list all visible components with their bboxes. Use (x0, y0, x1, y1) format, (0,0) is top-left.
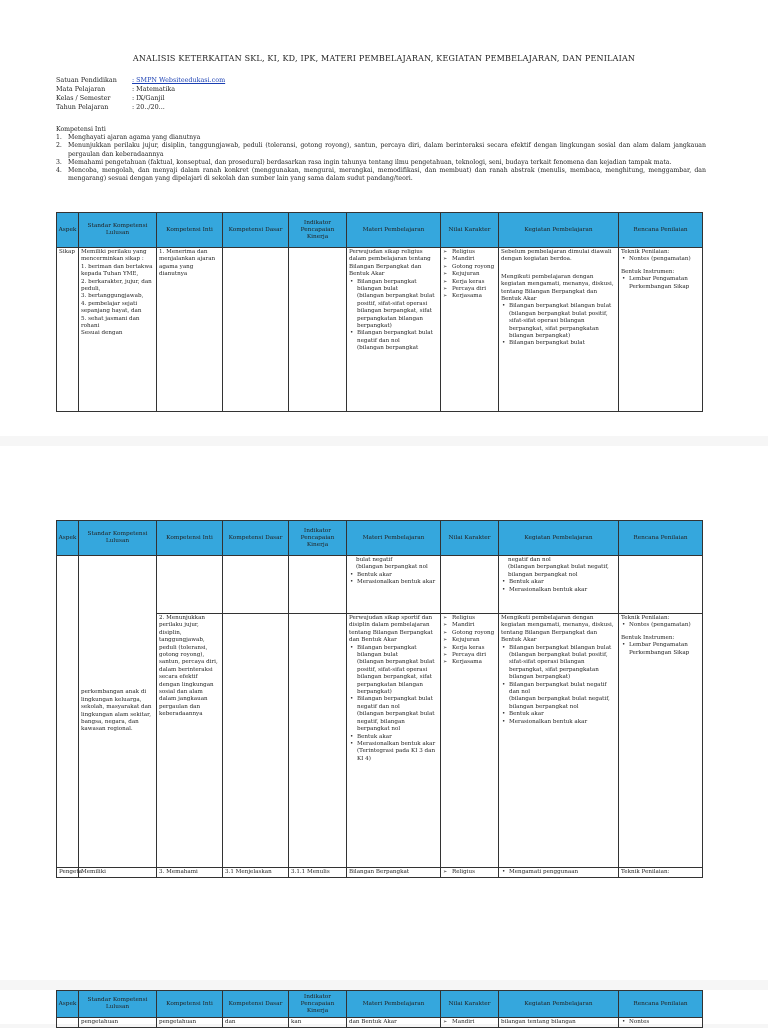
cell-penilaian (619, 614, 703, 868)
materi-item: • Bentuk akar (357, 572, 438, 579)
page-1 (0, 0, 768, 436)
cell-ipk (289, 614, 347, 868)
table-header-row (57, 521, 703, 556)
cell-kd: 3.1 Menjelaskan (223, 868, 289, 878)
cell-kegiatan (499, 868, 619, 878)
materi-continuation: (bilangan berpangkat nol (356, 564, 428, 571)
ki-item (56, 167, 706, 183)
materi-item-sub: (bilangan berpangkat bulat positif, sifat-sifat operasi bilangan berpangkat, sifat perpangkatan bilangan berpangkat) (357, 293, 435, 330)
identity-row (56, 76, 225, 85)
cell-kd (223, 614, 289, 868)
table-row (57, 868, 703, 878)
kegiatan-item (509, 340, 616, 347)
materi-item-sub: (bilangan berpangkat (357, 345, 419, 352)
header-kd: Kompetensi Dasar (223, 213, 289, 248)
penilaian-item: • Lembar Pengamatan Perkembangan Sikap (629, 642, 700, 657)
materi-item (357, 734, 438, 741)
table-header-row (57, 991, 703, 1018)
materi-item (357, 741, 438, 763)
cell-nilai (441, 614, 499, 868)
nilai-item: ➢ Religius (452, 615, 496, 622)
cell-nilai (441, 556, 499, 614)
ki-text: Menunjukkan perilaku jujur, disiplin, tanggungjawab, peduli (toleransi, gotong royong), santun, percaya diri, dalam berinteraksi secara efektif dengan lingkungan sosial dan alam dalam jangkauan pergaulan dan keberadaannya (68, 142, 706, 158)
penilaian-teknik: Teknik Penilaian: (621, 615, 670, 621)
header-ipk: Indikator Pencapaian Kinerja (289, 213, 347, 248)
header-ipk: Indikator Pencapaian Kinerja (289, 521, 347, 556)
header-kd: Kompetensi Dasar (223, 521, 289, 556)
ki-number: 1. (56, 134, 62, 142)
table-header-row (57, 213, 703, 248)
kegiatan-item (509, 719, 616, 726)
header-aspek: Aspek (57, 521, 79, 556)
analysis-table-3 (56, 990, 703, 1028)
kegiatan-item: • Merasionalkan bentuk akar (509, 587, 616, 594)
cell-ipk (289, 556, 347, 614)
penilaian-item: • Nontes (629, 1019, 700, 1026)
materi-item-sub: (bilangan berpangkat bulat positif, sifat-sifat operasi bilangan berpangkat, sifat perpangkatan bilangan berpangkat) (357, 659, 435, 696)
materi-item (357, 696, 438, 733)
nilai-item: ➢ Gotong royong (452, 264, 496, 271)
cell-ipk: kan (289, 1018, 347, 1028)
school-link[interactable]: : SMPN Websiteedukasi.com (132, 76, 226, 84)
header-nilai: Nilai Karakter (441, 213, 499, 248)
cell-materi: dan Bentuk Akar (347, 1018, 441, 1028)
cell-kegiatan (499, 556, 619, 614)
ki-text: Menghayati ajaran agama yang dianutnya (68, 134, 201, 142)
header-skl: Standar Kompetensi Lulusan (79, 991, 157, 1018)
materi-item-text: Bentuk akar (357, 733, 392, 740)
kegiatan-item (509, 682, 616, 712)
kegiatan-item: • Mengamati penggunaan (509, 869, 616, 876)
header-nilai: Nilai Karakter (441, 991, 499, 1018)
ki-number: 4. (56, 167, 62, 175)
header-kd: Kompetensi Dasar (223, 991, 289, 1018)
header-ki: Kompetensi Inti (157, 521, 223, 556)
materi-item-sub: (bilangan berpangkat bulat negatif, bilangan berpangkat nol (357, 711, 435, 733)
kegiatan-item-text: Merasionalkan bentuk akar (509, 718, 588, 725)
cell-skl: pengetahuan (79, 1018, 157, 1028)
cell-materi (347, 556, 441, 614)
kegiatan-item-text: Bilangan berpangkat bilangan bulat (509, 303, 612, 310)
ki-heading: Kompetensi Inti (56, 126, 106, 133)
cell-skl (79, 248, 157, 412)
penilaian-item: • Nontes (pengamatan) (629, 256, 700, 263)
nilai-item: ➢ Kerja keras (452, 279, 496, 286)
analysis-table-2 (56, 520, 703, 878)
materi-item (357, 279, 438, 331)
header-ipk: Indikator Pencapaian Kinerja (289, 991, 347, 1018)
cell-penilaian (619, 1018, 703, 1028)
table-row (57, 556, 703, 614)
identity-label: Mata Pelajaran (56, 85, 106, 93)
kegiatan-continuation: (bilangan berpangkat bulat negatif, bilangan berpangkat nol (508, 564, 609, 578)
cell-kegiatan (499, 614, 619, 868)
materi-continuation: bulat negatif (356, 557, 393, 563)
kegiatan-item-sub: (bilangan berpangkat bulat positif, sifat-sifat operasi bilangan berpangkat, sifat perpangkatan bilangan berpangkat) (509, 652, 608, 681)
penilaian-item: • Nontes (pengamatan) (629, 622, 700, 629)
cell-ipk: 3.1.1 Menulis (289, 868, 347, 878)
nilai-item: ➢ Mandiri (452, 256, 496, 263)
header-ki: Kompetensi Inti (157, 991, 223, 1018)
identity-label: Tahun Pelajaran (56, 103, 109, 111)
materi-item-text: Bilangan berpangkat bulat negatif dan nol (357, 696, 433, 710)
header-materi: Materi Pembelajaran (347, 991, 441, 1018)
table-row (57, 1018, 703, 1028)
identity-value: : IX/Ganjil (132, 94, 165, 102)
nilai-item: ➢ Religius (452, 869, 496, 876)
cell-kegiatan: bilangan tentang bilangan (499, 1018, 619, 1028)
cell-aspek (57, 1018, 79, 1028)
ki-text: Mencoba, mengolah, dan menyaji dalam ranah konkret (menggunakan, mengurai, merangkai, memodifikasi, dan membuat) dan ranah abstrak (menulis, membaca, menghitung, menggambar, dan mengarang) sesuai dengan yang dipelajari di sekolah dan sumber lain yang sama dalam sudut pandang/teori. (68, 167, 706, 183)
cell-materi (347, 248, 441, 412)
identity-value: : 20../20... (132, 103, 165, 111)
kegiatan-item-text: Bilangan berpangkat bulat (509, 340, 585, 347)
cell-ipk (289, 248, 347, 412)
ki-number: 3. (56, 158, 62, 166)
header-kegiatan: Kegiatan Pembelajaran (499, 991, 619, 1018)
table-row (57, 248, 703, 412)
skl-item: 3. bertanggungjawab, (81, 293, 144, 300)
penilaian-teknik: Teknik Penilaian: (621, 249, 670, 255)
kegiatan-continuation: negatif dan nol (508, 557, 551, 563)
header-skl: Standar Kompetensi Lulusan (79, 521, 157, 556)
materi-item-text: Bilangan berpangkat bulat negatif dan nol (357, 330, 433, 344)
cell-nilai (441, 248, 499, 412)
materi-item (357, 330, 438, 352)
cell-ki: 3. Memahami (157, 868, 223, 878)
nilai-item: ➢ Kejujuran (452, 637, 496, 644)
cell-ki: pengetahuan (157, 1018, 223, 1028)
cell-ki (157, 556, 223, 614)
nilai-item: ➢ Religius (452, 249, 496, 256)
penilaian-item: • Lembar Pengamatan Perkembangan Sikap (629, 276, 700, 291)
nilai-item: ➢ Kerja keras (452, 645, 496, 652)
header-aspek: Aspek (57, 213, 79, 248)
cell-aspek: Pengeta (57, 868, 79, 878)
identity-label: Kelas / Semester (56, 94, 111, 102)
cell-skl: Memiliki (79, 868, 157, 878)
kegiatan-item-text: Bilangan berpangkat bilangan bulat (509, 644, 612, 651)
kegiatan-item-text: Bentuk akar (509, 711, 544, 718)
kompetensi-inti-block (56, 126, 706, 183)
cell-aspek: Sikap (57, 248, 79, 412)
page-2 (0, 446, 768, 980)
cell-aspek (57, 556, 79, 868)
materi-item-text: Bilangan berpangkat bilangan bulat (357, 644, 417, 659)
nilai-item: ➢ Kerjasama (452, 659, 496, 666)
ki-text: Memahami pengetahuan (faktual, konseptual, dan prosedural) berdasarkan rasa ingin tahunya tentang ilmu pengetahuan, teknologi, seni, budaya terkait fenomena dan kejadian tampak mata. (68, 158, 672, 166)
nilai-item: ➢ Percaya diri (452, 652, 496, 659)
cell-nilai (441, 868, 499, 878)
penilaian-instrumen: Bentuk Instrumen: (621, 634, 675, 641)
kegiatan-item-sub: (bilangan berpangkat bulat negatif, bilangan berpangkat nol (509, 696, 610, 710)
header-ki: Kompetensi Inti (157, 213, 223, 248)
ki-item (56, 159, 706, 167)
skl-item: 5. sehat jasmani dan rohani (81, 315, 140, 330)
nilai-item: ➢ Mandiri (452, 622, 496, 629)
materi-intro: Perwujudan sikap religius dalam pembelajaran tentang Bilangan Berpangkat dan Bentuk Akar (349, 249, 431, 278)
kegiatan-paragraph: Sebelum pembelajaran dimulai diawali dengan kegiatan berdoa. (501, 249, 612, 263)
analysis-table-1 (56, 212, 703, 412)
nilai-item: ➢ Percaya diri (452, 286, 496, 293)
skl-tail: Sesuai dengan (81, 330, 123, 337)
header-skl: Standar Kompetensi Lulusan (79, 213, 157, 248)
cell-kd: dan (223, 1018, 289, 1028)
header-kegiatan: Kegiatan Pembelajaran (499, 213, 619, 248)
page-3 (0, 990, 768, 1024)
kegiatan-item: • Bentuk akar (509, 579, 616, 586)
cell-materi (347, 614, 441, 868)
cell-penilaian (619, 556, 703, 614)
nilai-item: ➢ Kejujuran (452, 271, 496, 278)
cell-kegiatan (499, 248, 619, 412)
materi-item-text: Merasionalkan bentuk akar (357, 740, 436, 747)
skl-item: 1. beriman dan bertakwa kepada Tuhan YME, (81, 263, 153, 278)
skl-item: 2. berkarakter, jujur, dan peduli, (81, 278, 152, 293)
identity-block (56, 76, 225, 112)
header-aspek: Aspek (57, 991, 79, 1018)
kegiatan-item (509, 711, 616, 718)
cell-ki: 2. Menunjukkan perilaku jujur, disiplin, tanggungjawab, peduli (toleransi, gotong royong), santun, percaya diri, dalam berinteraksi secara efektif dengan lingkungan sosial dan alam dalam jangkauan pergaulan dan keberadaannya (157, 614, 223, 868)
cell-kd (223, 556, 289, 614)
identity-row (56, 94, 225, 103)
identity-value: : Matematika (132, 85, 176, 93)
cell-skl: perkembangan anak di lingkungan keluarga, sekolah, masyarakat dan lingkungan alam sekitar, bangsa, negara, dan kawasan regional. (79, 556, 157, 868)
header-kegiatan: Kegiatan Pembelajaran (499, 521, 619, 556)
header-penilaian: Rencana Penilaian (619, 991, 703, 1018)
cell-penilaian: Teknik Penilaian: (619, 868, 703, 878)
materi-item (357, 645, 438, 697)
kegiatan-item-sub: (bilangan berpangkat bulat positif, sifat-sifat operasi bilangan berpangkat, sifat perpangkatan bilangan berpangkat) (509, 310, 608, 340)
materi-item: • Merasionalkan bentuk akar (357, 579, 438, 586)
header-penilaian: Rencana Penilaian (619, 213, 703, 248)
ki-item (56, 142, 706, 158)
cell-penilaian (619, 248, 703, 412)
cell-ki: 1. Menerima dan menjalankan ajaran agama yang dianutnya (157, 248, 223, 412)
header-materi: Materi Pembelajaran (347, 213, 441, 248)
header-materi: Materi Pembelajaran (347, 521, 441, 556)
materi-item-text: Bilangan berpangkat bilangan bulat (357, 278, 417, 293)
nilai-item: ➢ Kerjasama (452, 293, 496, 300)
header-nilai: Nilai Karakter (441, 521, 499, 556)
identity-label: Satuan Pendidikan (56, 76, 117, 84)
kegiatan-paragraph: Mengikuti pembelajaran dengan kegiatan mengamati, menanya, diskusi, tentang Bilangan Berpangkat dan Bentuk Akar (501, 273, 614, 303)
cell-materi: Bilangan Berpangkat (347, 868, 441, 878)
materi-intro: Perwujudan sikap sportif dan disiplin dalam pembelajaran tentang Bilangan Berpangkat dan Bentuk Akar (349, 615, 433, 644)
ki-item (56, 134, 706, 142)
ki-number: 2. (56, 142, 62, 150)
skl-item: 4. pembelajar sejati sepanjang hayat, dan (81, 300, 142, 315)
materi-item-sub: (Terintegrasi pada KI 3 dan KI 4) (357, 748, 436, 762)
cell-nilai (441, 1018, 499, 1028)
document-title: ANALISIS KETERKAITAN SKL, KI, KD, IPK, MATERI PEMBELAJARAN, KEGIATAN PEMBELAJARAN, DAN PENILAIAN (132, 54, 636, 63)
cell-kd (223, 248, 289, 412)
nilai-item: ➢ Mandiri (452, 1019, 496, 1026)
kegiatan-item (509, 645, 616, 682)
header-penilaian: Rencana Penilaian (619, 521, 703, 556)
identity-row (56, 85, 225, 94)
kegiatan-paragraph: Mengikuti pembelajaran dengan kegiatan mengamati, menanya, diskusi, tentang Bilangan Berpangkat dan Bentuk Akar (501, 615, 614, 644)
skl-intro: Memiliki perilaku yang mencerminkan sikap : (81, 249, 147, 263)
kegiatan-item (509, 303, 616, 340)
nilai-item: ➢ Gotong royong (452, 630, 496, 637)
kegiatan-item-text: Bilangan berpangkat bulat negatif dan nol (509, 681, 607, 696)
penilaian-instrumen: Bentuk Instrumen: (621, 268, 675, 275)
identity-row (56, 103, 225, 112)
